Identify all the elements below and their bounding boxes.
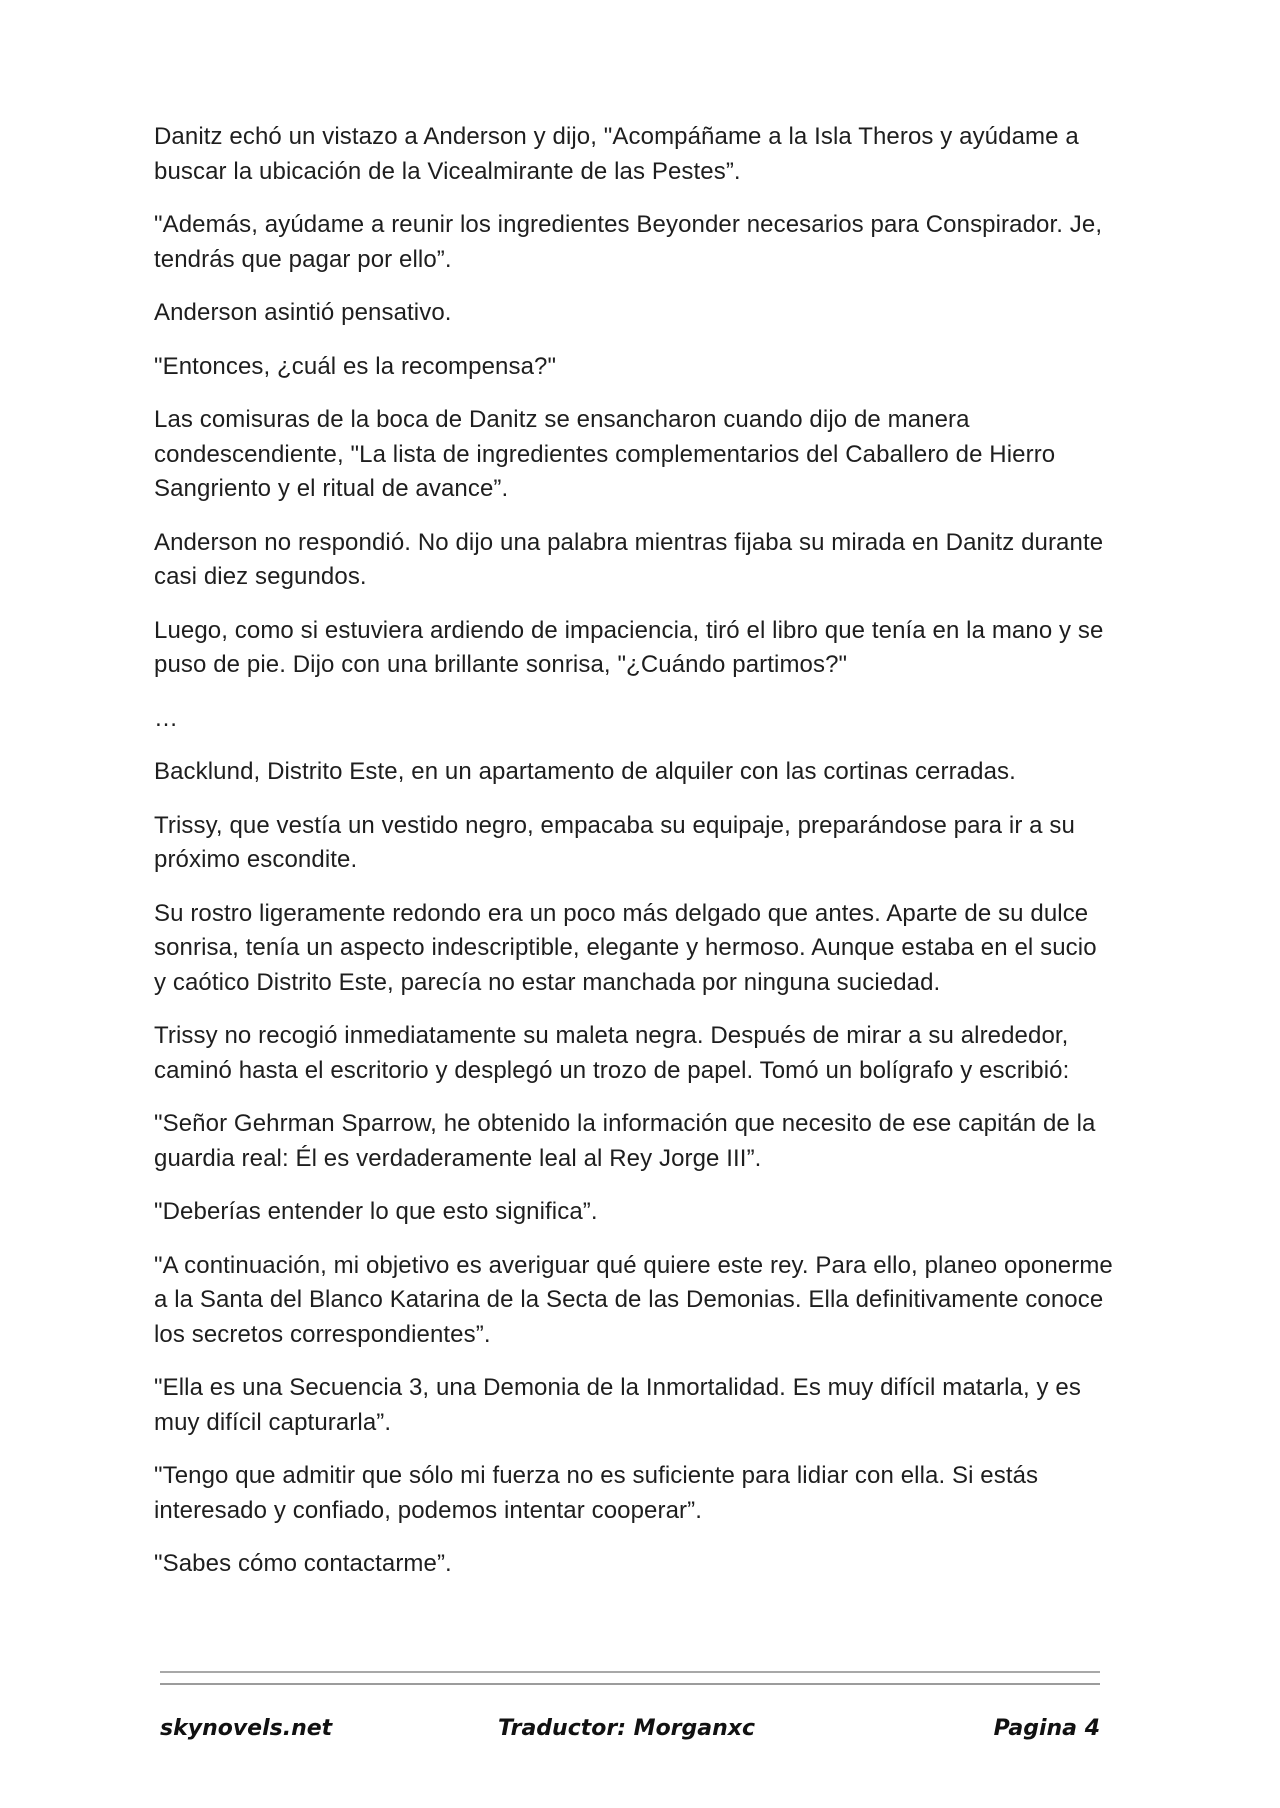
paragraph: "Entonces, ¿cuál es la recompensa?" (154, 352, 557, 380)
footer-site: skynovels.net (160, 1716, 333, 1741)
footer-rule-bottom (160, 1683, 1100, 1685)
paragraph: Backlund, Distrito Este, en un apartamento de alquiler con las cortinas cerradas. (154, 758, 1016, 785)
paragraph: "Además, ayúdame a reunir los ingredientes Beyonder necesarios para Conspirador. Je, tendrás que pagar por ello”. (154, 211, 1103, 273)
paragraph: Las comisuras de la boca de Danitz se ensancharon cuando dijo de manera condescendiente, "La lista de ingredientes complementarios del Caballero de Hierro Sangriento y el ritual de avance”. (154, 406, 1056, 502)
footer-divider (160, 1671, 1100, 1695)
footer-rule-top (160, 1671, 1100, 1673)
scene-break: … (154, 704, 179, 732)
footer-page-number: Pagina 4 (993, 1716, 1100, 1741)
paragraph: "Señor Gehrman Sparrow, he obtenido la información que necesito de ese capitán de la guardia real: Él es verdaderamente leal al Rey Jorge III”. (154, 1110, 1096, 1172)
paragraph: "Ella es una Secuencia 3, una Demonia de la Inmortalidad. Es muy difícil matarla, y es muy difícil capturarla”. (154, 1374, 1081, 1436)
paragraph: Luego, como si estuviera ardiendo de impaciencia, tiró el libro que tenía en la mano y se puso de pie. Dijo con una brillante sonrisa, "¿Cuándo partimos?" (154, 616, 1104, 678)
paragraph: Trissy no recogió inmediatamente su maleta negra. Después de mirar a su alrededor, caminó hasta el escritorio y desplegó un trozo de papel. Tomó un bolígrafo y escribió: (154, 1022, 1070, 1084)
paragraph: Danitz echó un vistazo a Anderson y dijo, "Acompáñame a la Isla Theros y ayúdame a buscar la ubicación de la Vicealmirante de las Pestes”. (154, 123, 1079, 185)
page-footer (160, 1716, 1100, 1750)
paragraph: Trissy, que vestía un vestido negro, empacaba su equipaje, preparándose para ir a su próximo escondite. (154, 811, 1075, 873)
footer-translator: Traductor: Morganxc (498, 1716, 756, 1741)
paragraph: Anderson no respondió. No dijo una palabra mientras fijaba su mirada en Danitz durante casi diez segundos. (154, 528, 1104, 590)
paragraph: "Deberías entender lo que esto significa”. (154, 1198, 598, 1225)
paragraph: Su rostro ligeramente redondo era un poco más delgado que antes. Aparte de su dulce sonrisa, tenía un aspecto indescriptible, elegante y hermoso. Aunque estaba en el sucio y caótico Distrito Este, parecía no estar manchada por ninguna suciedad. (154, 899, 1097, 996)
paragraph: "Tengo que admitir que sólo mi fuerza no es suficiente para lidiar con ella. Si estás interesado y confiado, podemos intentar cooperar”. (154, 1462, 1039, 1524)
document-body (154, 120, 1114, 1601)
paragraph: "A continuación, mi objetivo es averiguar qué quiere este rey. Para ello, planeo oponerme a la Santa del Blanco Katarina de la Secta de las Demonias. Ella definitivamente conoce los secretos correspondientes”. (154, 1251, 1113, 1348)
paragraph: "Sabes cómo contactarme”. (154, 1550, 452, 1577)
paragraph: Anderson asintió pensativo. (154, 299, 452, 326)
